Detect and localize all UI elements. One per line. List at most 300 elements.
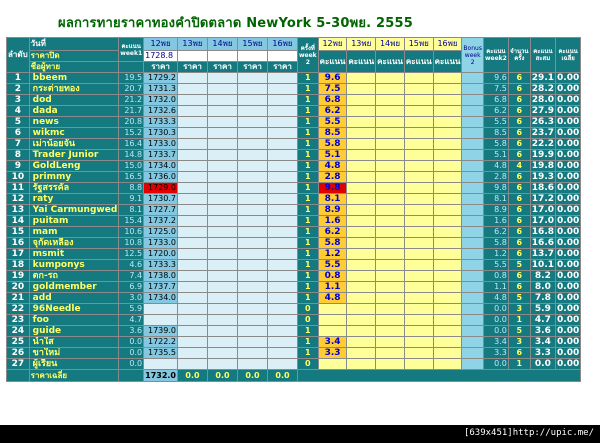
row-bonus [462,249,484,260]
row-price-15 [238,216,268,227]
row-score-week1: 21.2 [119,95,144,106]
row-score-week1: 6.9 [119,282,144,293]
row-name: 96Needle [29,304,119,315]
row-bonus [462,227,484,238]
row-score-16 [433,227,462,238]
row-score-13 [347,150,376,161]
row-score-16 [433,337,462,348]
table-row [7,260,581,271]
row-total: 19.8 [531,161,555,171]
row-price-14 [208,271,238,282]
table-row [7,106,581,117]
table-row [7,348,581,359]
row-price-15 [238,205,268,216]
row-number: 13 [7,205,30,216]
row-score-week2: 7.5 [483,84,508,95]
row-price-16 [268,260,298,271]
row-name: รัฐสรรคัล [29,183,119,194]
row-score-15 [404,227,433,238]
row-count-week2: 1 [298,73,319,84]
row-total: 8.2 [530,271,555,282]
row-score-16 [433,293,462,304]
row-bonus [462,238,484,249]
row-count-week2: 1 [298,249,319,260]
row-score-13 [347,139,376,150]
row-count-week2: 1 [298,227,319,238]
row-score-12: 8.1 [318,194,347,205]
row-score-16 [433,128,462,139]
row-total: 16.8 [531,227,555,237]
row-times: 6 [508,117,530,128]
row-total: 29.1 [531,73,555,83]
row-score-14 [376,227,405,238]
row-score-14 [376,293,405,304]
header-day2-16: 16พย [433,38,462,51]
row-score-15 [404,161,433,172]
row-score-week2: 1.6 [483,216,508,227]
row-price-12: 1734.0 [144,161,178,172]
row-price-16 [268,139,298,150]
row-score-13 [347,260,376,271]
row-price-15 [238,117,268,128]
row-average: 0.00 [557,205,580,215]
row-number: 2 [7,84,30,95]
row-score-14 [376,117,405,128]
row-price-15 [238,260,268,271]
row-price-16 [268,359,298,370]
row-name: puitam [29,216,119,227]
row-name: mam [29,227,119,238]
row-price-14 [208,216,238,227]
row-number: 5 [7,117,30,128]
row-name: primmy [29,172,119,183]
row-total: 0.0 [530,359,555,370]
row-score-14 [376,348,405,359]
row-score-week1: 15.0 [119,161,144,172]
header-price-15: ราคา [238,62,268,73]
header-name-col: ชื่อผู้ทาย [29,62,119,73]
row-score-14 [376,161,405,172]
row-times: 6 [508,205,530,216]
row-number: 27 [7,359,30,370]
row-score-12: 4.8 [318,161,347,172]
row-score-15 [404,271,433,282]
row-price-13 [178,249,208,260]
table-row [7,238,581,249]
row-count-week2: 1 [298,161,319,172]
close-price-13 [178,51,208,62]
row-score-week1: 10.6 [119,227,144,238]
row-average: 0.00 [557,216,580,226]
row-score-week2: 8.9 [483,205,508,216]
table-row [7,282,581,293]
row-name: news [29,117,119,128]
row-number: 19 [7,271,30,282]
table-row [7,161,581,172]
row-score-15 [404,216,433,227]
row-price-15 [238,293,268,304]
row-score-12: 1.2 [318,249,347,260]
row-price-15 [238,73,268,84]
row-number: 15 [7,227,30,238]
row-score-16 [433,172,462,183]
row-times: 6 [508,106,530,117]
row-score-12: 5.8 [318,139,347,150]
table-row [7,326,581,337]
row-price-12: 1727.7 [144,205,178,216]
row-price-12: 1737.2 [144,216,178,227]
row-price-13 [178,315,208,326]
row-average: 0.00 [557,249,580,259]
row-score-14 [376,282,405,293]
row-count-week2: 1 [298,216,319,227]
row-price-15 [238,172,268,183]
row-price-12: 1731.3 [144,84,178,95]
row-times: 6 [508,282,530,293]
row-score-week1: 0.0 [119,348,144,359]
row-score-16 [433,216,462,227]
header-score-16: คะแนน [433,51,462,73]
footer-zero: 0.0 [178,370,208,382]
row-score-15 [404,183,433,194]
row-score-week2: 3.4 [483,337,508,348]
row-score-15 [404,84,433,95]
row-total: 13.7 [531,249,555,259]
row-score-16 [433,106,462,117]
row-price-12: 1736.0 [144,172,178,183]
row-price-16 [268,216,298,227]
row-name: bbeem [29,73,119,84]
row-times: 5 [508,293,530,304]
row-price-16 [268,106,298,117]
table-row [7,293,581,304]
row-score-week1: 3.0 [119,293,144,304]
row-price-13 [178,139,208,150]
row-count-week2: 1 [298,205,319,216]
row-price-12: 1733.7 [144,150,178,161]
row-price-15 [238,348,268,359]
row-price-16 [268,304,298,315]
header-average: คะแนนเฉลี่ย [556,38,581,73]
row-score-13 [347,337,376,348]
row-score-week2: 3.3 [483,348,508,359]
row-number: 14 [7,216,30,227]
table-row [7,117,581,128]
close-price-14 [208,51,238,62]
row-score-14 [376,271,405,282]
row-price-15 [238,194,268,205]
row-score-15 [404,326,433,337]
row-name: ตก-รถ [29,271,119,282]
row-times: 1 [508,359,530,370]
row-price-14 [208,84,238,95]
row-average: 0.00 [557,73,580,83]
row-total: 17.0 [531,216,555,226]
row-score-15 [404,139,433,150]
header-score-week2: คะแนน week2 [483,38,508,73]
row-score-14 [376,73,405,84]
row-price-15 [238,84,268,95]
row-average: 0.00 [557,139,580,149]
row-score-12: 6.2 [318,106,347,117]
row-bonus [462,183,484,194]
row-bonus [462,359,484,370]
row-score-week2: 9.6 [483,73,508,84]
row-price-16 [268,282,298,293]
row-name: จุกัดเหลือง [29,238,119,249]
row-price-13 [178,95,208,106]
row-number: 6 [7,128,30,139]
row-score-week1: 8.8 [119,183,144,194]
row-price-12: 1725.0 [144,227,178,238]
table-body [7,73,581,370]
row-score-week1: 14.8 [119,150,144,161]
row-score-13 [347,194,376,205]
row-count-week2: 0 [298,304,319,315]
row-price-13 [178,84,208,95]
row-score-week2: 5.5 [483,117,508,128]
row-count-week2: 1 [298,117,319,128]
row-times: 6 [508,139,530,150]
row-average: 0.00 [557,315,580,325]
row-score-14 [376,315,405,326]
row-score-12: 1.1 [318,282,347,293]
row-times: 4 [508,161,530,172]
table-row [7,183,581,194]
row-score-14 [376,128,405,139]
row-score-13 [347,304,376,315]
row-times: 6 [508,348,530,359]
row-price-14 [208,106,238,117]
row-name: goldmember [29,282,119,293]
row-score-13 [347,282,376,293]
row-score-15 [404,293,433,304]
row-score-12: 5.1 [318,150,347,161]
row-score-16 [433,348,462,359]
table-row [7,84,581,95]
row-total: 19.3 [531,172,555,182]
row-average: 0.00 [557,227,580,237]
row-price-15 [238,183,268,194]
row-score-13 [347,315,376,326]
row-score-week1: 20.8 [119,117,144,128]
row-price-13 [178,337,208,348]
row-number: 8 [7,150,30,161]
row-score-week2: 9.8 [483,183,508,194]
row-count-week2: 0 [298,315,319,326]
row-total: 7.8 [530,293,555,304]
row-times: 6 [508,238,530,249]
row-price-14 [208,227,238,238]
row-price-16 [268,194,298,205]
row-number: 11 [7,183,30,194]
row-total: 3.6 [530,326,555,337]
header-price-14: ราคา [208,62,238,73]
row-price-16 [268,117,298,128]
header-day1-16: 16พย [268,38,298,51]
row-price-12: 1732.6 [144,106,178,117]
row-times: 6 [508,194,530,205]
row-score-week1: 15.4 [119,216,144,227]
header-total: คะแนนสะสม [530,38,555,73]
row-score-16 [433,249,462,260]
row-total: 8.0 [530,282,555,293]
header-close-price: ราคาปิด [29,51,119,62]
row-number: 7 [7,139,30,150]
row-price-13 [178,282,208,293]
row-price-14 [208,117,238,128]
row-price-15 [238,337,268,348]
row-price-15 [238,161,268,172]
row-price-16 [268,348,298,359]
row-score-16 [433,150,462,161]
row-price-14 [208,183,238,194]
row-price-15 [238,238,268,249]
row-price-16 [268,150,298,161]
row-score-16 [433,95,462,106]
row-average: 0.00 [557,293,580,303]
row-number: 3 [7,95,30,106]
table-row [7,359,581,370]
row-count-week2: 1 [298,260,319,271]
row-score-13 [347,227,376,238]
row-score-13 [347,95,376,106]
row-score-15 [404,238,433,249]
row-price-12: 1729.2 [144,73,178,84]
row-name: น้ำใส [29,337,119,348]
row-price-13 [178,128,208,139]
row-score-13 [347,106,376,117]
row-score-15 [404,73,433,84]
row-score-15 [404,205,433,216]
table-row [7,128,581,139]
row-times: 6 [508,216,530,227]
row-price-12: 1733.0 [144,238,178,249]
row-price-16 [268,337,298,348]
row-number: 16 [7,238,30,249]
row-count-week2: 1 [298,337,319,348]
row-total: 17.0 [531,205,555,215]
row-score-12: 1.6 [318,216,347,227]
row-price-13 [178,117,208,128]
row-bonus [462,117,484,128]
row-price-14 [208,73,238,84]
row-price-13 [178,183,208,194]
row-score-week1: 0.0 [119,337,144,348]
row-average: 0.00 [557,183,580,193]
header-day1-13: 13พย [178,38,208,51]
row-score-16 [433,271,462,282]
row-times: 6 [508,271,530,282]
row-price-14 [208,326,238,337]
row-score-week2: 8.5 [483,128,508,139]
row-price-12: 1730.7 [144,194,178,205]
row-score-13 [347,271,376,282]
row-price-13 [178,161,208,172]
row-score-13 [347,161,376,172]
row-price-14 [208,172,238,183]
row-average: 0.00 [557,95,580,105]
row-average: 0.00 [557,128,580,138]
row-price-15 [238,271,268,282]
row-name: msmit [29,249,119,260]
row-price-12: 1722.2 [144,337,178,348]
row-score-15 [404,359,433,370]
row-bonus [462,304,484,315]
row-times: 6 [508,73,530,84]
row-price-12: 1733.3 [144,117,178,128]
row-total: 4.7 [530,315,555,326]
row-bonus [462,128,484,139]
row-price-12: 1735.5 [144,348,178,359]
row-count-week2: 1 [298,128,319,139]
row-number: 20 [7,282,30,293]
header-day1-15: 15พย [238,38,268,51]
row-score-15 [404,95,433,106]
row-score-14 [376,95,405,106]
row-score-12: 8.9 [318,205,347,216]
row-count-week2: 1 [298,84,319,95]
row-score-12: 5.5 [318,260,347,271]
header-score-12: คะแนน [318,51,347,73]
row-price-12: 1730.3 [144,128,178,139]
row-score-week1: 4.7 [119,315,144,326]
row-bonus [462,348,484,359]
row-total: 23.7 [531,128,555,138]
header-day: วันที่ [29,38,119,51]
row-name: guide [29,326,119,337]
row-price-15 [238,150,268,161]
row-count-week2: 1 [298,282,319,293]
row-bonus [462,161,484,172]
row-score-12 [318,326,347,337]
footer-avg-price: 1732.0 [145,370,176,380]
header-day2-13: 13พย [347,38,376,51]
row-price-16 [268,249,298,260]
row-price-12: 1733.3 [144,260,178,271]
row-score-week2: 4.8 [483,293,508,304]
row-price-14 [208,95,238,106]
row-score-12: 5.8 [318,238,347,249]
row-price-15 [238,95,268,106]
row-score-14 [376,216,405,227]
row-price-14 [208,260,238,271]
row-score-14 [376,304,405,315]
row-times: 6 [508,183,530,194]
header-seq: ลำดับ [7,38,30,73]
row-average: 0.00 [557,260,580,270]
row-times: 6 [508,227,530,238]
header-day2-14: 14พย [376,38,405,51]
row-price-16 [268,293,298,304]
row-total: 27.9 [531,106,555,116]
table-row [7,205,581,216]
row-average: 0.00 [557,359,580,369]
row-average: 0.00 [557,194,580,204]
row-name: dod [29,95,119,106]
row-number: 22 [7,304,30,315]
table-row [7,95,581,106]
table-row [7,271,581,282]
row-score-week2: 2.8 [483,172,508,183]
row-number: 25 [7,337,30,348]
row-price-13 [178,304,208,315]
row-score-15 [404,172,433,183]
row-score-week1: 9.1 [119,194,144,205]
row-score-16 [433,161,462,172]
row-score-12: 2.8 [318,172,347,183]
row-price-16 [268,238,298,249]
